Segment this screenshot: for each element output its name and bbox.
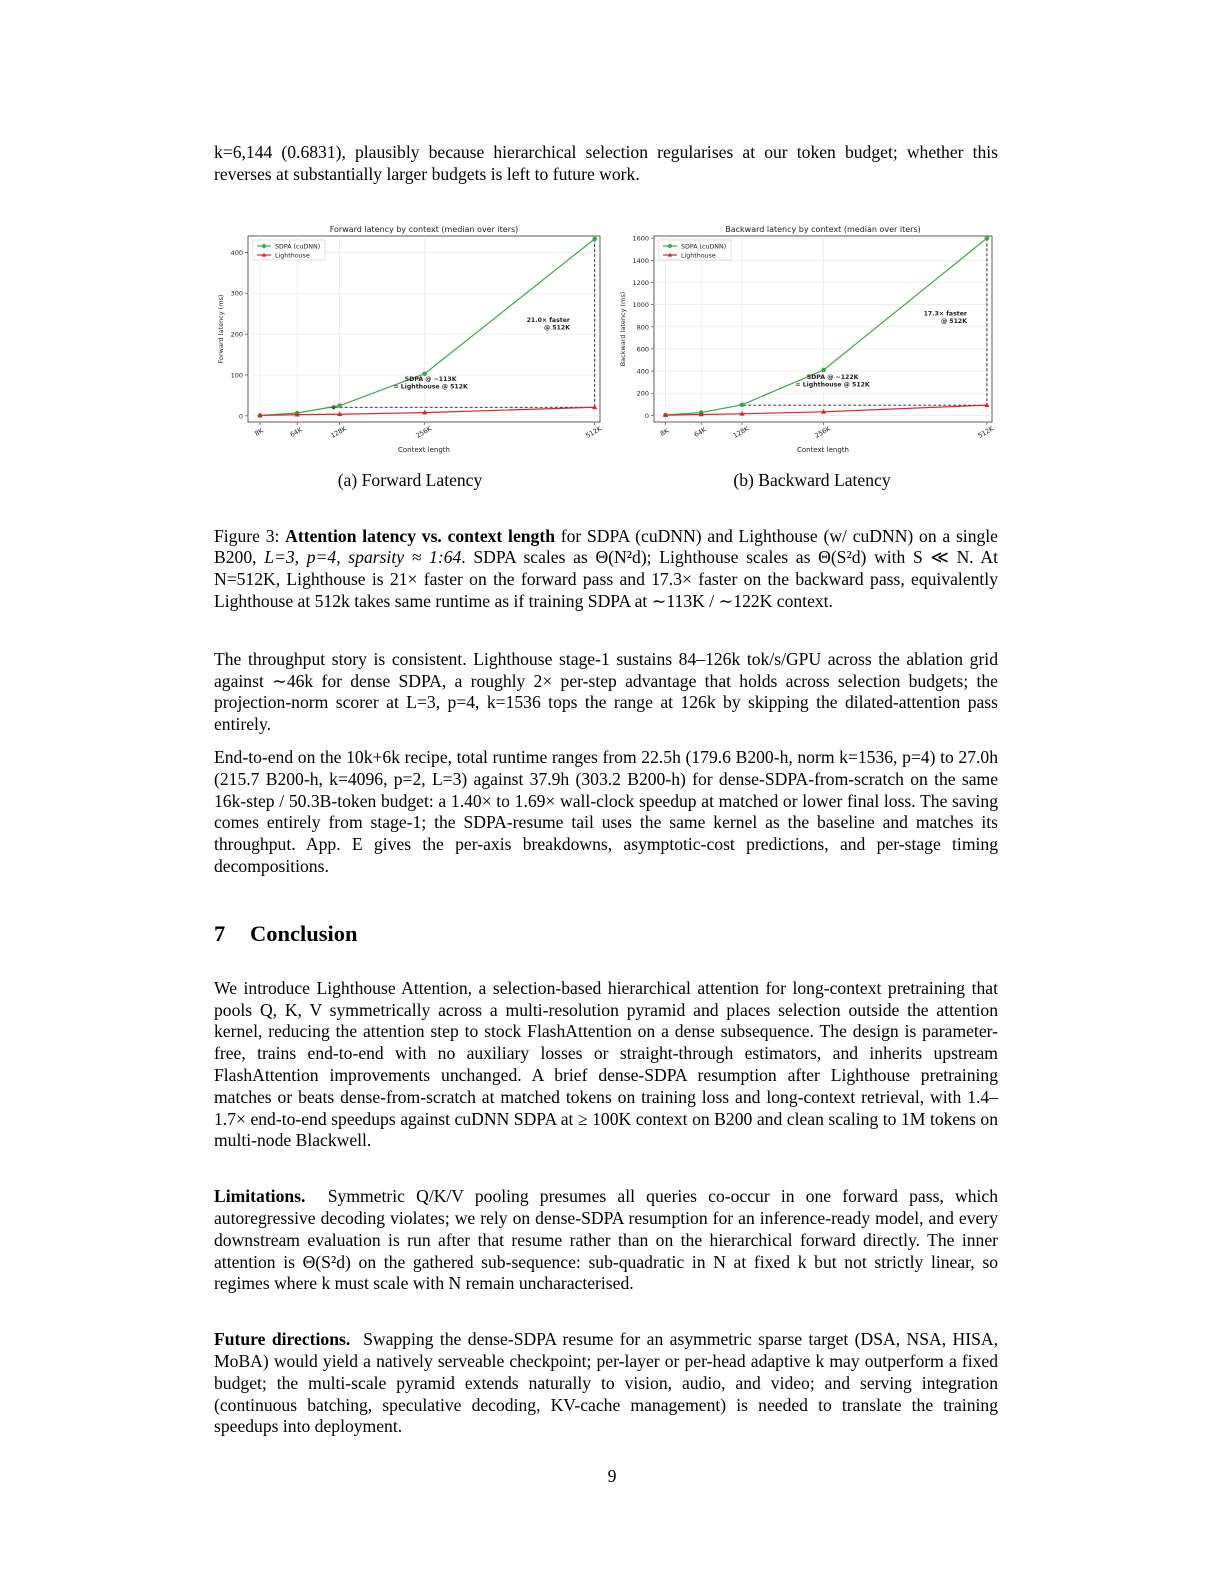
forward-latency-chart — [214, 224, 606, 458]
plot-area — [654, 236, 992, 422]
sdpa-point — [821, 367, 826, 372]
y-tick-label: 1000 — [632, 300, 649, 309]
y-axis-label: Backward latency (ms) — [619, 291, 627, 366]
y-tick-label: 300 — [230, 289, 243, 298]
future-directions-paragraph — [214, 1329, 998, 1438]
x-tick-label: 128K — [329, 424, 348, 440]
limitations-text: Symmetric Q/K/V pooling presumes all queries co-occur in one forward pass, which autoregressive decoding violates; we rely on dense-SDPA resumption for an inference-ready model, and every downstream evaluation is run after that resume rather than on the hierarchical forward directly. The inner attention is Θ(S²d) on the gathered sub-sequence: sub-quadratic in N at fixed k but not strictly linear, so regimes where k must scale with N remain uncharacterised. — [214, 1186, 999, 1294]
x-tick-label: 256K — [813, 424, 832, 440]
throughput-paragraph: The throughput story is consistent. Lighthouse stage-1 sustains 84–126k tok/s/GPU across the ablation grid against ∼46k for dense SDPA, a roughly 2× per-step advantage that holds across selection budgets; the projection-norm scorer at L=3, p=4, k=1536 tops the range at 126k by skipping the dilated-attention pass entirely. — [214, 648, 998, 735]
subcaption-a: (a) Forward Latency — [337, 470, 483, 490]
speedup-annotation: 21.0× faster — [526, 316, 570, 324]
sdpa-point — [985, 236, 990, 241]
section-heading — [214, 920, 998, 948]
x-tick-label: 512K — [976, 424, 996, 440]
future-directions-text: Swapping the dense-SDPA resume for an asymmetric sparse target (DSA, NSA, HISA, MoBA) would yield a natively serveable checkpoint; per-layer or per-head adaptive k may outperform a fixed budget; the multi-scale pyramid extends naturally to vision, audio, and video; and serving integration (continuous batching, speculative decoding, KV-cache management) is needed to translate the training speedups into deployment. — [214, 1329, 999, 1437]
legend-label: SDPA (cuDNN) — [681, 242, 727, 250]
speedup-annotation-context: @ 512K — [940, 317, 967, 325]
speedup-annotation: 17.3× faster — [923, 310, 967, 318]
figure-3 — [214, 224, 998, 474]
backward-latency-chart — [616, 224, 1008, 458]
y-axis-label: Forward latency (ms) — [217, 294, 225, 364]
x-tick-label: 64K — [692, 425, 708, 439]
equivalence-annotation: SDPA @ ~113K — [404, 375, 457, 383]
caption-label: Figure 3: — [214, 525, 286, 546]
x-axis-label: Context length — [797, 445, 849, 454]
conclusion-paragraph: We introduce Lighthouse Attention, a selection-based hierarchical attention for long-context pretraining that pools Q, K, V symmetrically across a multi-resolution pyramid and places selection outside the attention kernel, reducing the attention step to stock FlashAttention on a dense subsequence. The design is parameter-free, trains end-to-end with no auxiliary losses or straight-through estimators, and inherits upstream FlashAttention improvements unchanged. A brief dense-SDPA resumption after Lighthouse pretraining matches or beats dense-from-scratch at matched tokens on training loss and long-context retrieval, with 1.4–1.7× end-to-end speedups against cuDNN SDPA at ≥ 100K context on B200 and clean scaling to 1M tokens on multi-node Blackwell. — [214, 977, 998, 1151]
y-tick-label: 600 — [636, 345, 649, 354]
subcaption-b: (b) Backward Latency — [733, 470, 891, 490]
chart-title: Forward latency by context (median over iters) — [329, 224, 519, 234]
chart-title: Backward latency by context (median over iters) — [725, 224, 921, 234]
limitations-heading: Limitations. — [214, 1186, 306, 1207]
legend-marker — [668, 244, 672, 248]
figure-caption — [214, 526, 998, 613]
legend-label: SDPA (cuDNN) — [275, 242, 321, 250]
y-tick-label: 200 — [230, 330, 243, 339]
end-to-end-paragraph: End-to-end on the 10k+6k recipe, total runtime ranges from 22.5h (179.6 B200-h, norm k=1536, p=4) to 27.0h (215.7 B200-h, k=4096, p=2, L=3) against 37.9h (303.2 B200-h) for dense-SDPA-from-scratch on the same 16k-step / 50.3B-token budget: a 1.40× to 1.69× wall-clock speedup at matched or lower final loss. The saving comes entirely from stage-1; the SDPA-resume tail uses the same kernel as the baseline and matches its throughput. App. E gives the per-axis breakdowns, asymptotic-cost predictions, and per-stage timing decompositions. — [214, 746, 998, 876]
legend-marker — [262, 244, 266, 248]
caption-text-2: . SDPA scales as Θ(N²d); Lighthouse scales as Θ(S²d) with S ≪ N. At N=512K, Lighthouse is 21× faster on the forward pass and 17.3× faster on the backward pass, equivalently Lighthouse at 512k takes same runtime as if training SDPA at ∼113K / ∼122K context. — [214, 547, 999, 611]
backward-latency-svg — [616, 224, 998, 458]
section-number: 7 — [214, 920, 226, 946]
forward-latency-svg — [214, 224, 606, 458]
limitations-paragraph — [214, 1186, 998, 1295]
y-tick-label: 200 — [636, 389, 649, 398]
y-tick-label: 1200 — [632, 278, 649, 287]
page-number: 9 — [607, 1466, 617, 1486]
x-tick-label: 256K — [414, 424, 433, 440]
section-title: Conclusion — [250, 920, 358, 946]
legend-label: Lighthouse — [681, 251, 716, 259]
sdpa-point — [337, 403, 342, 408]
speedup-annotation-context: @ 512K — [543, 323, 570, 331]
x-tick-label: 64K — [288, 425, 304, 439]
sdpa-point — [592, 236, 597, 241]
equivalence-annotation: SDPA @ ~122K — [806, 373, 859, 381]
legend-label: Lighthouse — [275, 251, 310, 259]
y-tick-label: 0 — [644, 411, 649, 420]
y-tick-label: 1600 — [632, 234, 649, 243]
x-tick-label: 128K — [731, 424, 751, 440]
x-tick-label: 8K — [658, 426, 671, 438]
caption-params: L=3, p=4, sparsity ≈ 1:64 — [264, 547, 462, 568]
sdpa-point — [740, 402, 745, 407]
y-tick-label: 400 — [636, 367, 649, 376]
intro-paragraph: k=6,144 (0.6831), plausibly because hierarchical selection regularises at our token budget; whether this reverses at substantially larger budgets is left to future work. — [214, 142, 998, 184]
y-tick-label: 100 — [230, 371, 243, 380]
y-tick-label: 1400 — [632, 256, 649, 265]
y-tick-label: 400 — [230, 248, 243, 257]
x-tick-label: 512K — [584, 424, 603, 440]
x-axis-label: Context length — [398, 445, 450, 454]
future-directions-heading: Future directions. — [214, 1329, 351, 1350]
caption-bold: Attention latency vs. context length — [285, 525, 555, 546]
x-tick-label: 8K — [253, 426, 265, 438]
caption-text-1: for SDPA (cuDNN) and Lighthouse (w/ cuDNN) on a single B200, — [214, 525, 998, 568]
y-tick-label: 800 — [636, 322, 649, 331]
page-body — [214, 142, 998, 1438]
equivalence-annotation-context: = Lighthouse @ 512K — [393, 383, 468, 391]
equivalence-annotation-context: = Lighthouse @ 512K — [795, 380, 870, 388]
y-tick-label: 0 — [238, 411, 243, 420]
